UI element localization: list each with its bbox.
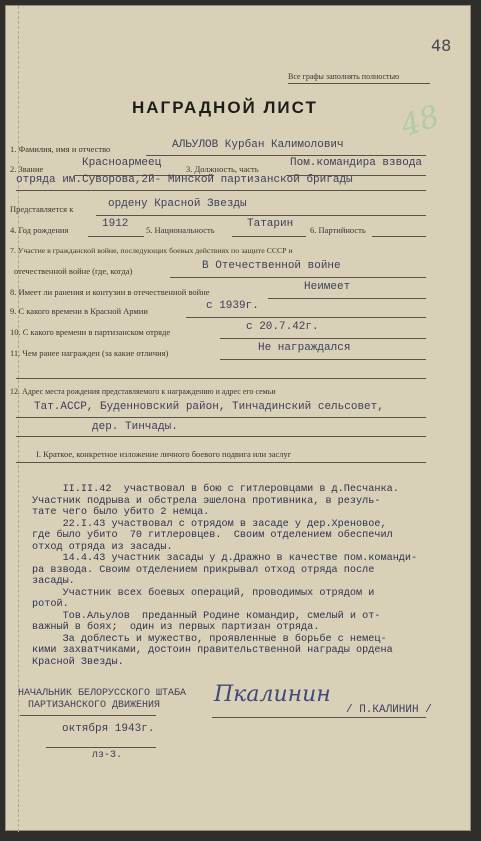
field-value-war: В Отечественной войне bbox=[202, 260, 341, 272]
narrative-line: тате чего было убито 2 немца. bbox=[32, 507, 210, 518]
narrative-line: важный в боях; один из первых партизан отряда. bbox=[32, 622, 320, 633]
field-label-rank: 2. Звание bbox=[10, 164, 44, 174]
field-value-address-line2: дер. Тинчады. bbox=[92, 421, 178, 433]
field-label-nominated: Представляется к bbox=[10, 204, 74, 214]
header-note: Все графы заполнять полностью bbox=[288, 72, 400, 81]
narrative-line: II.II.42 участвовал в бою с гитлеровцами в д.Песчанка. bbox=[32, 484, 399, 495]
field-label-nationality: 5. Национальность bbox=[146, 225, 215, 235]
signature-org-line2: ПАРТИЗАНСКОГО ДВИЖЕНИЯ bbox=[28, 700, 161, 711]
narrative-line: 22.I.43 участвовал с отрядом в засаде у дер.Хреновое, bbox=[32, 518, 387, 530]
narrative-line: За доблесть и мужество, проявленные в борьбе с немец- bbox=[32, 633, 387, 645]
field-label-partisan-since: 10. С какого времени в партизанском отряде bbox=[10, 327, 171, 337]
field-label-party: 6. Партийность bbox=[310, 225, 366, 235]
narrative-line: Участник подрыва и обстрела эшелона противника, в резуль- bbox=[32, 495, 381, 507]
field-label-wounds: 8. Имеет ли ранения и контузии в отечественной войне bbox=[10, 287, 210, 297]
field-value-unit: отряда им.Суворова,2й- Минской партизанской бригады bbox=[16, 174, 353, 186]
corner-number: 48 bbox=[431, 36, 452, 55]
signature-date: октября 1943г. bbox=[62, 723, 155, 735]
field-label-war-participation: 7. Участие в гражданской войне, последующих боевых действиях по защите СССР и bbox=[10, 246, 293, 255]
field-value-position: Пом.командира взвода bbox=[290, 157, 423, 169]
stamp-number: 48 bbox=[396, 98, 444, 145]
field-value-nationality: Татарин bbox=[247, 218, 294, 230]
field-value-name: АЛЬУЛОВ Курбан Калимолович bbox=[172, 139, 344, 151]
field-value-awards: Не награждался bbox=[258, 342, 351, 354]
field-value-rank: Красноармеец bbox=[82, 157, 162, 169]
binding-margin bbox=[6, 6, 19, 832]
narrative-line: Тов.Альулов преданный Родине командир, смелый и от- bbox=[32, 610, 381, 622]
reference-number: лз-3. bbox=[92, 750, 123, 761]
narrative-line: Участник всех боевых операций, проводимых отрядом и bbox=[32, 587, 375, 599]
field-label-address: 12. Адрес места рождения представляемого к награждению и адрес его семьи bbox=[10, 387, 276, 396]
narrative-line: ротой. bbox=[32, 599, 69, 610]
field-value-wounds: Неимеет bbox=[304, 281, 351, 293]
signature-org-line1: НАЧАЛЬНИК БЕЛОРУССКОГО ШТАБА bbox=[18, 688, 187, 699]
field-label-name: 1. Фамилия, имя и отчество bbox=[10, 144, 111, 154]
narrative-line: 14.4.43 участник засады у д.Дражно в качестве пом.команди- bbox=[32, 553, 418, 564]
narrative-line: кими захватчиками, достоин правительственной награды ордена bbox=[32, 645, 393, 656]
section-heading: I. Краткое, конкретное изложение личного боевого подвига или заслуг bbox=[36, 449, 292, 459]
narrative-line: где было убито 70 гитлеровцев. Своим отделением обеспечил bbox=[32, 530, 393, 541]
narrative-line: отход отряда из засады. bbox=[32, 541, 173, 553]
handwritten-signature: Пкалинин bbox=[214, 682, 331, 707]
narrative-line: Красной Звезды. bbox=[32, 656, 124, 668]
signature-name: / П.КАЛИНИН / bbox=[346, 704, 432, 716]
field-value-nominated: ордену Красной Звезды bbox=[108, 198, 247, 210]
field-label-awards: 11. Чем ранее награжден (за какие отличия) bbox=[10, 348, 169, 358]
field-label-war-where: отечественной войне (где, когда) bbox=[14, 266, 133, 276]
page-title: НАГРАДНОЙ ЛИСТ bbox=[132, 98, 318, 117]
field-value-address-line1: Тат.АССР, Буденновский район, Тинчадинский сельсовет, bbox=[34, 401, 384, 413]
narrative-line: ра взвода. Своим отделением прикрывал отход отряда после bbox=[32, 564, 375, 576]
award-sheet bbox=[5, 5, 471, 831]
field-value-army-since: с 1939г. bbox=[206, 300, 259, 312]
field-label-position: 3. Должность, часть bbox=[186, 164, 259, 174]
narrative-line: засады. bbox=[32, 576, 75, 587]
field-label-birth-year: 4. Год рождения bbox=[10, 225, 69, 235]
field-value-partisan-since: с 20.7.42г. bbox=[246, 321, 319, 333]
field-value-birth-year: 1912 bbox=[102, 218, 129, 230]
narrative-block bbox=[32, 484, 417, 668]
field-label-army-since: 9. С какого времени в Красной Армии bbox=[10, 306, 148, 316]
